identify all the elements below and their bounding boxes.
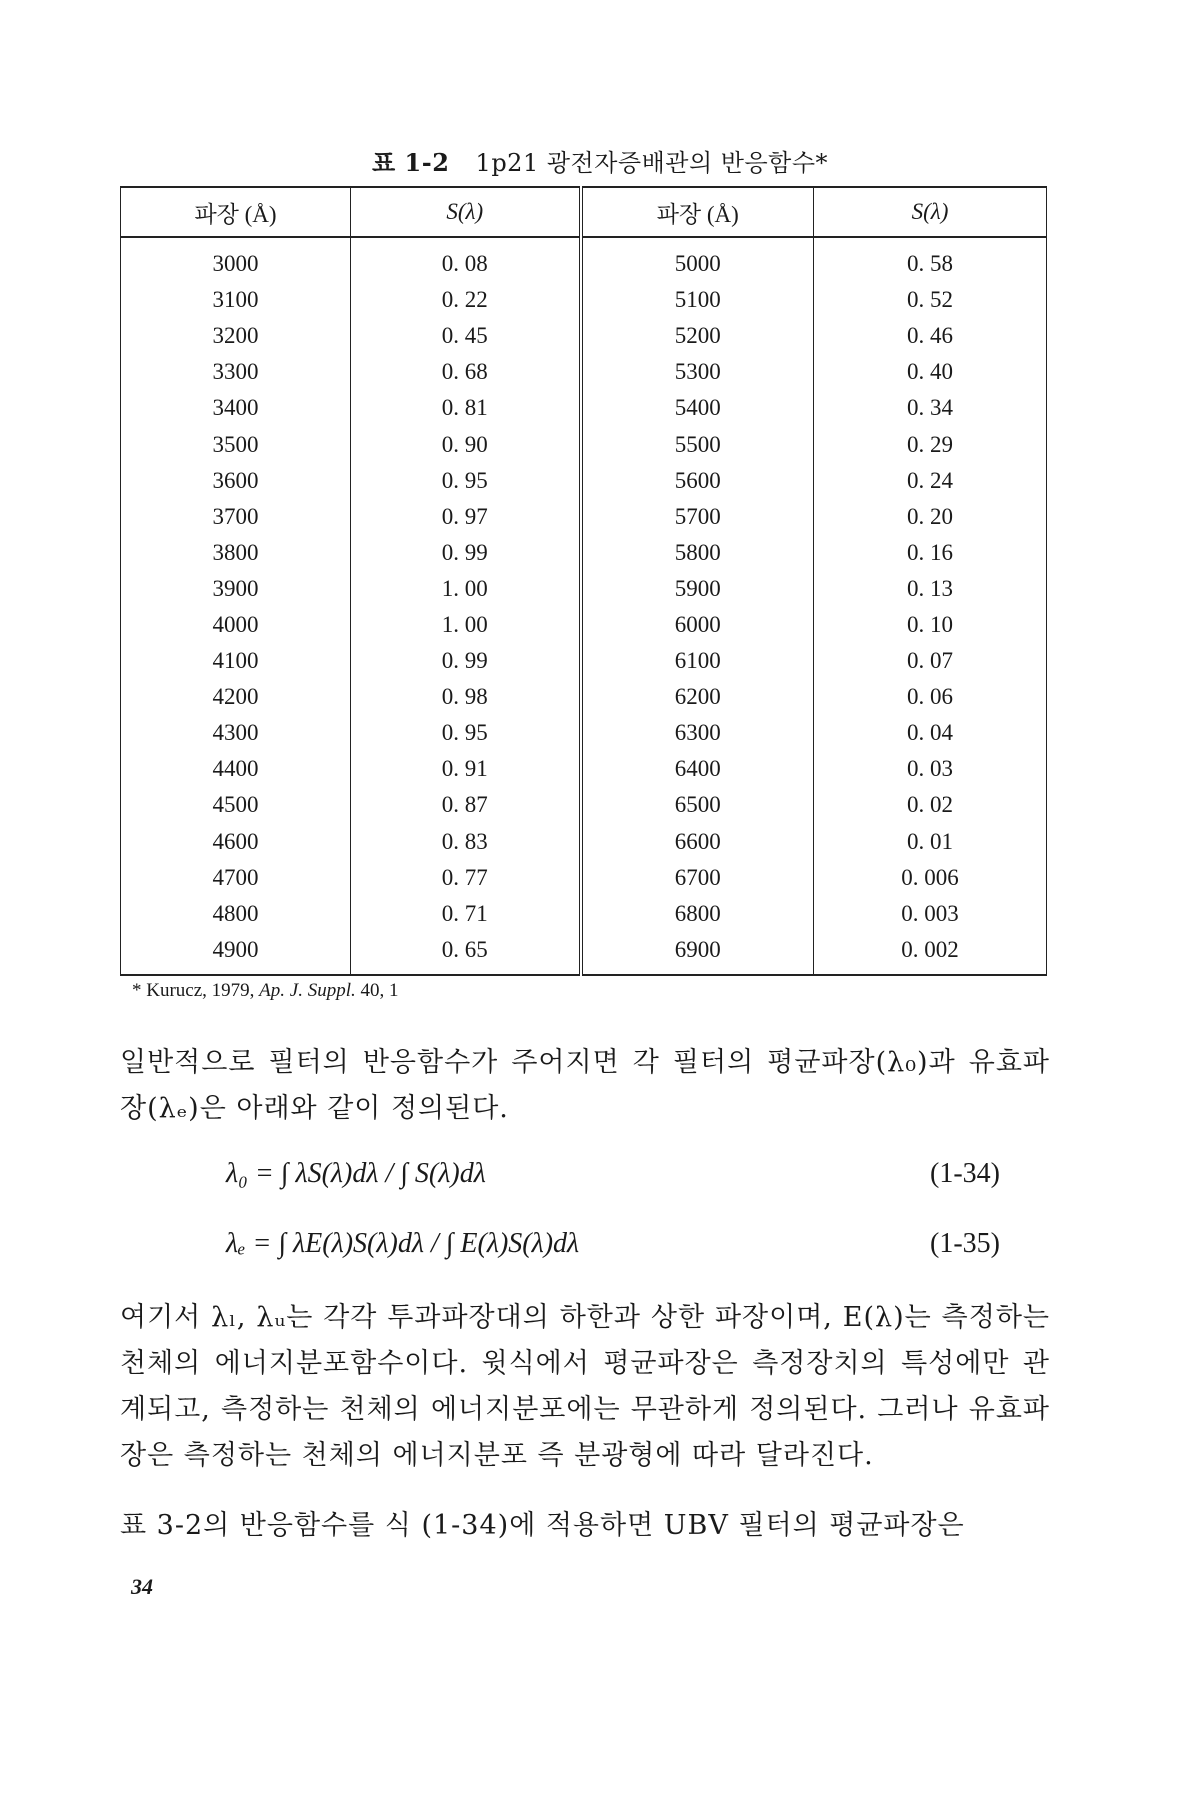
footnote-mark: * (132, 980, 142, 1001)
cell-wavelength-2: 5400 (581, 390, 814, 426)
cell-wavelength-1: 3400 (121, 390, 351, 426)
cell-wavelength-2: 5200 (581, 318, 814, 354)
cell-response-1: 0. 83 (441, 828, 488, 854)
table-row (121, 282, 1047, 318)
cell-response-1: 0. 87 (441, 792, 488, 818)
cell-wavelength-1: 4000 (121, 607, 351, 643)
cell-wavelength-2: 5600 (581, 463, 814, 499)
header-wavelength-1: 파장 (Å) (121, 187, 351, 237)
table-row (121, 787, 1047, 823)
header-wavelength-2: 파장 (Å) (581, 187, 814, 237)
table-row (121, 751, 1047, 787)
table-number: 표 1-2 (372, 148, 450, 177)
cell-response-2: 0. 40 (814, 354, 1047, 390)
cell-response-1: 0. 22 (441, 287, 488, 313)
table-row (121, 535, 1047, 571)
cell-wavelength-1: 3700 (121, 499, 351, 535)
cell-wavelength-2: 5000 (581, 237, 814, 282)
cell-wavelength-1: 3900 (121, 571, 351, 607)
table-body (121, 237, 1047, 975)
cell-response-2: 0. 34 (814, 390, 1047, 426)
cell-wavelength-2: 5700 (581, 499, 814, 535)
table-caption (0, 143, 1200, 178)
cell-response-2: 0. 16 (814, 535, 1047, 571)
cell-response-1: 0. 91 (441, 756, 488, 782)
cell-response-2: 0. 02 (814, 787, 1047, 823)
table-row (121, 860, 1047, 896)
table-header-row (121, 187, 1047, 237)
cell-wavelength-2: 6900 (581, 932, 814, 975)
cell-response-2: 0. 07 (814, 643, 1047, 679)
equation-mean-wavelength (0, 1150, 1200, 1206)
cell-response-2: 0. 002 (814, 932, 1047, 975)
cell-wavelength-1: 4300 (121, 715, 351, 751)
table-row (121, 426, 1047, 462)
equation-1-rhs: ∫ λS(λ)dλ / ∫ S(λ)dλ (280, 1158, 486, 1189)
cell-response-1: 0. 99 (441, 648, 488, 674)
footnote-journal: Ap. J. Suppl. (259, 980, 356, 1001)
equation-1-formula: λ₀ = ∫ λS(λ)dλ / ∫ S(λ)dλ (226, 1158, 486, 1189)
cell-response-1: 1. 00 (441, 575, 488, 601)
table-row (121, 679, 1047, 715)
cell-wavelength-2: 5900 (581, 571, 814, 607)
cell-response-2: 0. 20 (814, 499, 1047, 535)
page-number: 34 (131, 1574, 153, 1599)
cell-response-2: 0. 01 (814, 824, 1047, 860)
cell-wavelength-1: 4600 (121, 824, 351, 860)
table-row (121, 715, 1047, 751)
table-title: 1p21 광전자증배관의 반응함수* (475, 149, 828, 177)
cell-wavelength-1: 4700 (121, 860, 351, 896)
cell-wavelength-1: 4200 (121, 679, 351, 715)
cell-wavelength-1: 4400 (121, 751, 351, 787)
table-row (121, 643, 1047, 679)
cell-wavelength-2: 6200 (581, 679, 814, 715)
header-response-2: S(λ) (814, 187, 1047, 237)
table-footnote (132, 980, 399, 1002)
cell-wavelength-2: 6400 (581, 751, 814, 787)
cell-response-2: 0. 29 (814, 426, 1047, 462)
cell-wavelength-2: 6100 (581, 643, 814, 679)
table-row (121, 318, 1047, 354)
table-row (121, 463, 1047, 499)
cell-wavelength-1: 3300 (121, 354, 351, 390)
cell-response-1: 0. 08 (441, 251, 488, 277)
cell-response-2: 0. 52 (814, 282, 1047, 318)
cell-response-2: 0. 46 (814, 318, 1047, 354)
cell-response-2: 0. 003 (814, 896, 1047, 932)
table-row (121, 824, 1047, 860)
equation-2-formula: λₑ = ∫ λE(λ)S(λ)dλ / ∫ E(λ)S(λ)dλ (226, 1228, 580, 1259)
table-row (121, 354, 1047, 390)
cell-response-1: 0. 68 (441, 359, 488, 385)
cell-wavelength-1: 3500 (121, 426, 351, 462)
cell-wavelength-2: 6500 (581, 787, 814, 823)
cell-wavelength-1: 4900 (121, 932, 351, 975)
cell-wavelength-1: 4800 (121, 896, 351, 932)
footnote-author: Kurucz, 1979, (146, 980, 255, 1001)
cell-response-1: 0. 95 (441, 467, 488, 493)
table-row (121, 571, 1047, 607)
table-row (121, 932, 1047, 975)
cell-wavelength-2: 5100 (581, 282, 814, 318)
cell-response-2: 0. 24 (814, 463, 1047, 499)
equation-1-number: (1-34) (930, 1158, 1000, 1189)
cell-response-1: 0. 65 (351, 932, 581, 975)
cell-response-2: 0. 58 (814, 237, 1047, 282)
cell-wavelength-1: 3100 (121, 282, 351, 318)
response-function-table (120, 186, 1046, 976)
equation-1-lhs: λ₀ (226, 1158, 248, 1189)
cell-wavelength-2: 6000 (581, 607, 814, 643)
paragraph-definition: 일반적으로 필터의 반응함수가 주어지면 각 필터의 평균파장(λ₀)과 유효파장(λₑ)은 아래와 같이 정의된다. (120, 1047, 1050, 1124)
cell-wavelength-2: 6300 (581, 715, 814, 751)
cell-wavelength-1: 3000 (121, 237, 351, 282)
table-row (121, 390, 1047, 426)
paragraph-explanation: 여기서 λₗ, λᵤ는 각각 투과파장대의 하한과 상한 파장이며, E(λ)는 측정하는 천체의 에너지분포함수이다. 윗식에서 평균파장은 측정장치의 특성에만 관계되고, 측정하는 천체의 에너지분포에는 무관하게 정의된다. 그러나 유효파장은 측정하는 천체의 에너지분포 즉 분광형에 따라 달라진다. (120, 1302, 1050, 1471)
table-row (121, 607, 1047, 643)
cell-wavelength-2: 6800 (581, 896, 814, 932)
equation-2-lhs: λₑ (226, 1228, 246, 1259)
cell-wavelength-1: 3600 (121, 463, 351, 499)
cell-response-1: 0. 90 (441, 431, 488, 457)
cell-response-2: 0. 006 (814, 860, 1047, 896)
cell-response-2: 0. 04 (814, 715, 1047, 751)
cell-response-1: 0. 99 (441, 539, 488, 565)
paragraph-application: 표 3-2의 반응함수를 식 (1-34)에 적용하면 UBV 필터의 평균파장은 (120, 1510, 965, 1541)
cell-wavelength-1: 4100 (121, 643, 351, 679)
cell-response-2: 0. 06 (814, 679, 1047, 715)
table-row (121, 499, 1047, 535)
cell-wavelength-1: 3200 (121, 318, 351, 354)
cell-response-1: 0. 98 (441, 684, 488, 710)
cell-response-1: 0. 45 (441, 323, 488, 349)
equation-2-rhs: ∫ λE(λ)S(λ)dλ / ∫ E(λ)S(λ)dλ (278, 1228, 580, 1259)
cell-wavelength-2: 6700 (581, 860, 814, 896)
cell-response-2: 0. 10 (814, 607, 1047, 643)
equation-effective-wavelength (0, 1220, 1200, 1276)
cell-wavelength-1: 3800 (121, 535, 351, 571)
cell-response-1: 0. 81 (441, 395, 488, 421)
cell-response-1: 0. 77 (441, 864, 488, 890)
footnote-volume: 40, 1 (360, 980, 399, 1001)
cell-response-1: 0. 97 (441, 503, 488, 529)
cell-response-2: 0. 03 (814, 751, 1047, 787)
table-row (121, 237, 1047, 282)
cell-wavelength-2: 6600 (581, 824, 814, 860)
cell-wavelength-2: 5500 (581, 426, 814, 462)
cell-wavelength-1: 4500 (121, 787, 351, 823)
header-response-1: S(λ) (351, 187, 581, 237)
cell-wavelength-2: 5800 (581, 535, 814, 571)
cell-response-1: 0. 71 (441, 900, 488, 926)
cell-response-1: 0. 95 (441, 720, 488, 746)
cell-response-2: 0. 13 (814, 571, 1047, 607)
equation-2-number: (1-35) (930, 1228, 1000, 1259)
cell-wavelength-2: 5300 (581, 354, 814, 390)
table-row (121, 896, 1047, 932)
cell-response-1: 1. 00 (441, 611, 488, 637)
